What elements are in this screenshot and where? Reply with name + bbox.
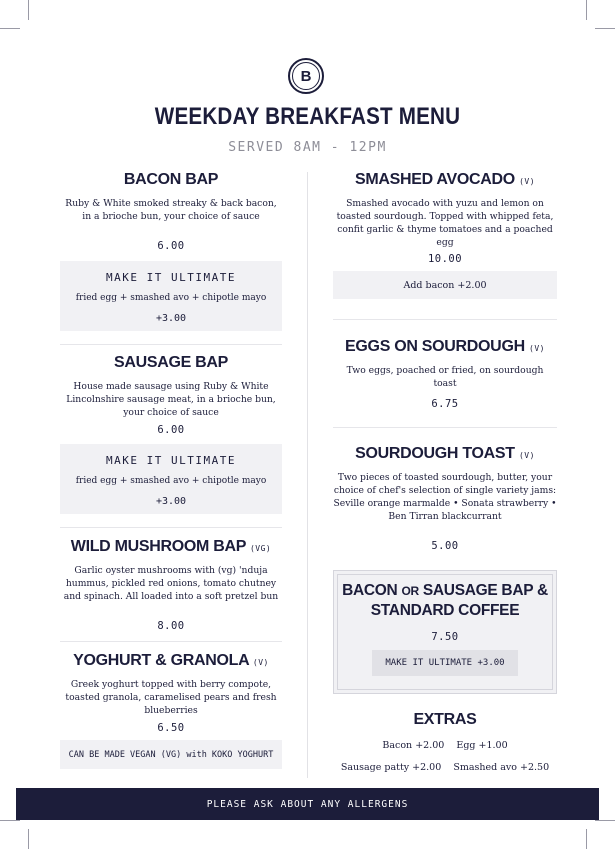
allergens-text: PLEASE ASK ABOUT ANY ALLERGENS bbox=[206, 798, 409, 810]
sausage-ultimate-panel bbox=[60, 444, 282, 514]
vegetarian-tag: (V) bbox=[252, 658, 269, 667]
vegan-option-note bbox=[60, 740, 282, 769]
extras-line-2: Sausage patty +2.00 Smashed avo +2.50 bbox=[340, 762, 550, 773]
smashed-avocado-price: 10.00 bbox=[427, 253, 463, 265]
sourdough-toast-heading: SOURDOUGH TOAST (V) bbox=[355, 445, 535, 462]
bacon-bap-price: 6.00 bbox=[157, 240, 185, 252]
ultimate-price: +3.00 bbox=[155, 496, 187, 507]
brand-logo bbox=[288, 58, 324, 94]
crop-mark bbox=[586, 829, 587, 849]
sausage-bap-description: House made sausage using Ruby & White Lincolnshire sausage meat, in a brioche bun, your choice of sauce bbox=[66, 381, 276, 418]
section-divider bbox=[333, 319, 557, 320]
bacon-bap-heading: BACON BAP bbox=[123, 171, 219, 188]
add-bacon-option bbox=[333, 271, 557, 299]
ultimate-title: MAKE IT ULTIMATE bbox=[106, 271, 236, 284]
crop-mark bbox=[28, 829, 29, 849]
sourdough-toast-description: Two pieces of toasted sourdough, butter, your choice of chef's selection of single variety jams: Seville orange marmalde • Sonata strawberry • Ben Tirran blackcurrant bbox=[333, 472, 557, 522]
vegetarian-tag: (V) bbox=[518, 451, 535, 460]
crop-mark bbox=[595, 28, 615, 29]
crop-mark bbox=[586, 0, 587, 20]
extras-heading: EXTRAS bbox=[413, 711, 477, 728]
mushroom-bap-description: Garlic oyster mushrooms with (vg) 'nduja hummus, pickled red onions, tomato chutney and spinach. All loaded into a soft pretzel bun bbox=[63, 565, 279, 602]
ultimate-title: MAKE IT ULTIMATE bbox=[106, 454, 236, 467]
combo-price: 7.50 bbox=[431, 631, 459, 643]
smashed-avocado-description: Smashed avocado with yuzu and lemon on toasted sourdough. Topped with whipped feta, confit garlic & thyme tomatoes and a poached egg bbox=[336, 198, 554, 248]
crop-mark bbox=[595, 820, 615, 821]
yoghurt-description: Greek yoghurt topped with berry compote, toasted granola, caramelised pears and fresh blueberries bbox=[65, 679, 277, 716]
vegetarian-tag: (V) bbox=[519, 177, 536, 186]
crop-mark bbox=[28, 0, 29, 20]
section-divider bbox=[333, 427, 557, 428]
vegetarian-tag: (V) bbox=[529, 344, 545, 353]
page-title: WEEKDAY BREAKFAST MENU bbox=[154, 103, 461, 130]
eggs-sourdough-heading: EGGS ON SOURDOUGH (V) bbox=[345, 338, 545, 355]
ultimate-text: fried egg + smashed avo + chipotle mayo bbox=[75, 293, 267, 303]
vegan-option-text: CAN BE MADE VEGAN (VG) with KOKO YOGHURT bbox=[68, 749, 274, 760]
section-divider bbox=[60, 344, 282, 345]
crop-mark bbox=[0, 820, 20, 821]
serving-hours: SERVED 8AM - 12PM bbox=[228, 140, 387, 155]
combo-title: BACON OR SAUSAGE BAP & STANDARD COFFEE bbox=[342, 582, 548, 619]
sausage-bap-heading: SAUSAGE BAP bbox=[113, 354, 229, 371]
add-bacon-text: Add bacon +2.00 bbox=[403, 279, 487, 291]
eggs-sourdough-description: Two eggs, poached or fried, on sourdough toast bbox=[346, 365, 544, 389]
bacon-bap-description: Ruby & White smoked streaky & back bacon, in a brioche bun, your choice of sauce bbox=[65, 198, 277, 222]
combo-ultimate-option: MAKE IT ULTIMATE +3.00 bbox=[372, 650, 518, 676]
sausage-bap-price: 6.00 bbox=[157, 424, 185, 436]
bacon-ultimate-panel bbox=[60, 261, 282, 331]
section-divider bbox=[60, 527, 282, 528]
coffee-combo-box bbox=[333, 570, 557, 694]
vegan-tag: (VG) bbox=[249, 544, 272, 553]
section-divider bbox=[60, 641, 282, 642]
mushroom-bap-price: 8.00 bbox=[157, 620, 185, 632]
smashed-avocado-heading: SMASHED AVOCADO (V) bbox=[354, 171, 536, 188]
logo-letter: B bbox=[300, 67, 312, 85]
crop-mark bbox=[0, 28, 20, 29]
ultimate-price: +3.00 bbox=[155, 313, 187, 324]
extras-line-1: Bacon +2.00 Egg +1.00 bbox=[382, 740, 508, 751]
sourdough-toast-price: 5.00 bbox=[431, 540, 459, 552]
ultimate-text: fried egg + smashed avo + chipotle mayo bbox=[75, 476, 267, 486]
yoghurt-price: 6.50 bbox=[157, 722, 185, 734]
eggs-sourdough-price: 6.75 bbox=[431, 398, 459, 410]
column-divider bbox=[307, 172, 308, 778]
mushroom-bap-heading: WILD MUSHROOM BAP (VG) bbox=[70, 538, 272, 555]
allergens-banner bbox=[16, 788, 599, 820]
yoghurt-heading: YOGHURT & GRANOLA (V) bbox=[73, 652, 269, 669]
